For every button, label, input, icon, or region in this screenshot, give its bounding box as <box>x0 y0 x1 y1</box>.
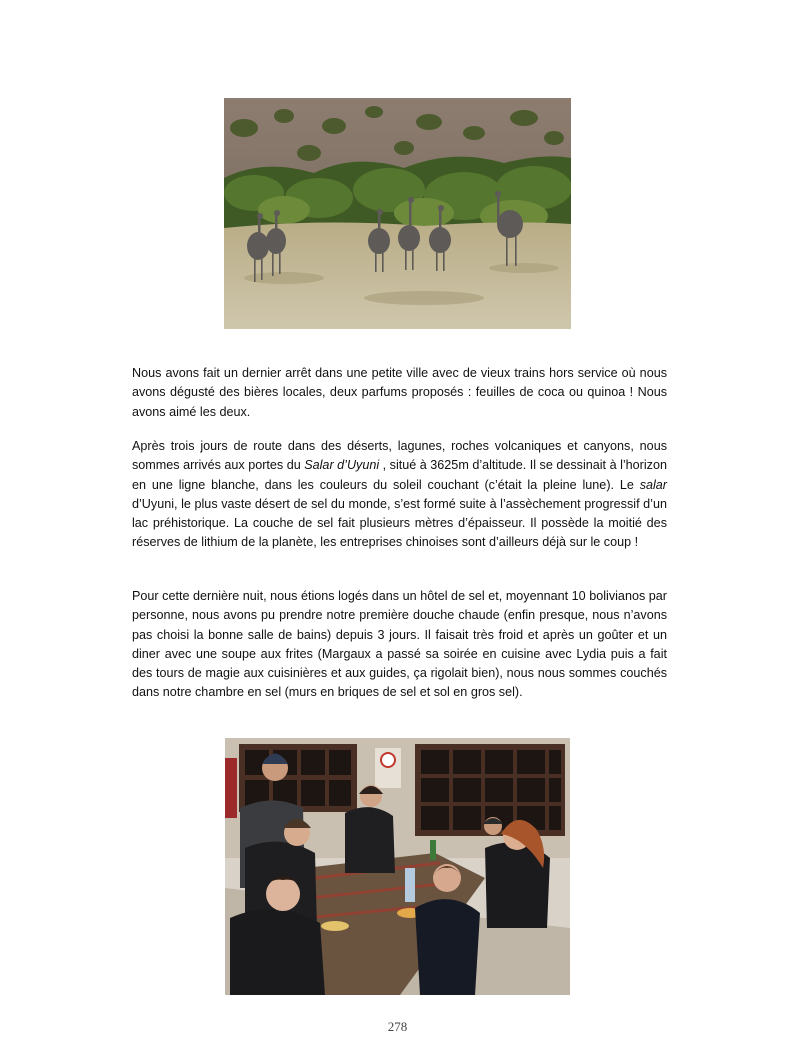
paragraph-last-stop <box>132 364 667 422</box>
salt-hotel-dinner-photo-image <box>225 738 570 995</box>
paragraph-salar-uyuni-text <box>132 437 667 553</box>
text-run: d’Uyuni, le plus vaste désert de sel du monde, s’est formé suite à l’assèchement progressif d’un lac préhistorique. La couche de sel fait plusieurs mètres d’épaisseur. Il possède la moitié des réserves de lithium de la planète, les entreprises chinoises sont d’ailleurs déjà sur le coup ! <box>132 496 667 550</box>
salt-hotel-dinner-photo <box>225 738 570 995</box>
italic-salar-uyuni: Salar d’Uyuni <box>304 458 380 473</box>
text-run: , situé à 3625m d’altitude. Il se dessinait à l’horizon en une ligne blanche, dans les couleurs du soleil couchant (c’était la pleine lune). Le <box>132 458 667 492</box>
paragraph-last-stop-text: Nous avons fait un dernier arrêt dans une petite ville avec de vieux trains hors service où nous avons dégusté des bières locales, deux parfums proposés : feuilles de coca ou quinoa ! Nous avons aimé les deux. <box>132 366 667 419</box>
paragraph-salt-hotel <box>132 587 667 703</box>
italic-salar: salar <box>639 477 667 492</box>
paragraph-salt-hotel-text: Pour cette dernière nuit, nous étions logés dans un hôtel de sel et, moyennant 10 bolivianos par personne, nous avons pu prendre notre première douche chaude (enfin presque, nous n’avons pas choisi la bonne salle de bains) depuis 3 jours. Il faisait très froid et après un goûter et un diner avec une soupe aux frites (Margaux a passé sa soirée en cuisine avec Lydia puis a fait des tours de magie aux cuisinières et aux guides, ça rigolait bien), nous nous sommes couchés dans notre chambre en sel (murs en briques de sel et sol en gros sel). <box>132 589 667 700</box>
text-run: Après trois jours de route dans des déserts, lagunes, roches volcaniques et canyons, nous sommes arrivés aux portes du <box>132 439 667 473</box>
page-number: 278 <box>387 1019 408 1034</box>
rheas-photo <box>224 98 571 329</box>
paragraph-salar-uyuni <box>132 437 667 553</box>
rheas-photo-image <box>224 98 571 329</box>
